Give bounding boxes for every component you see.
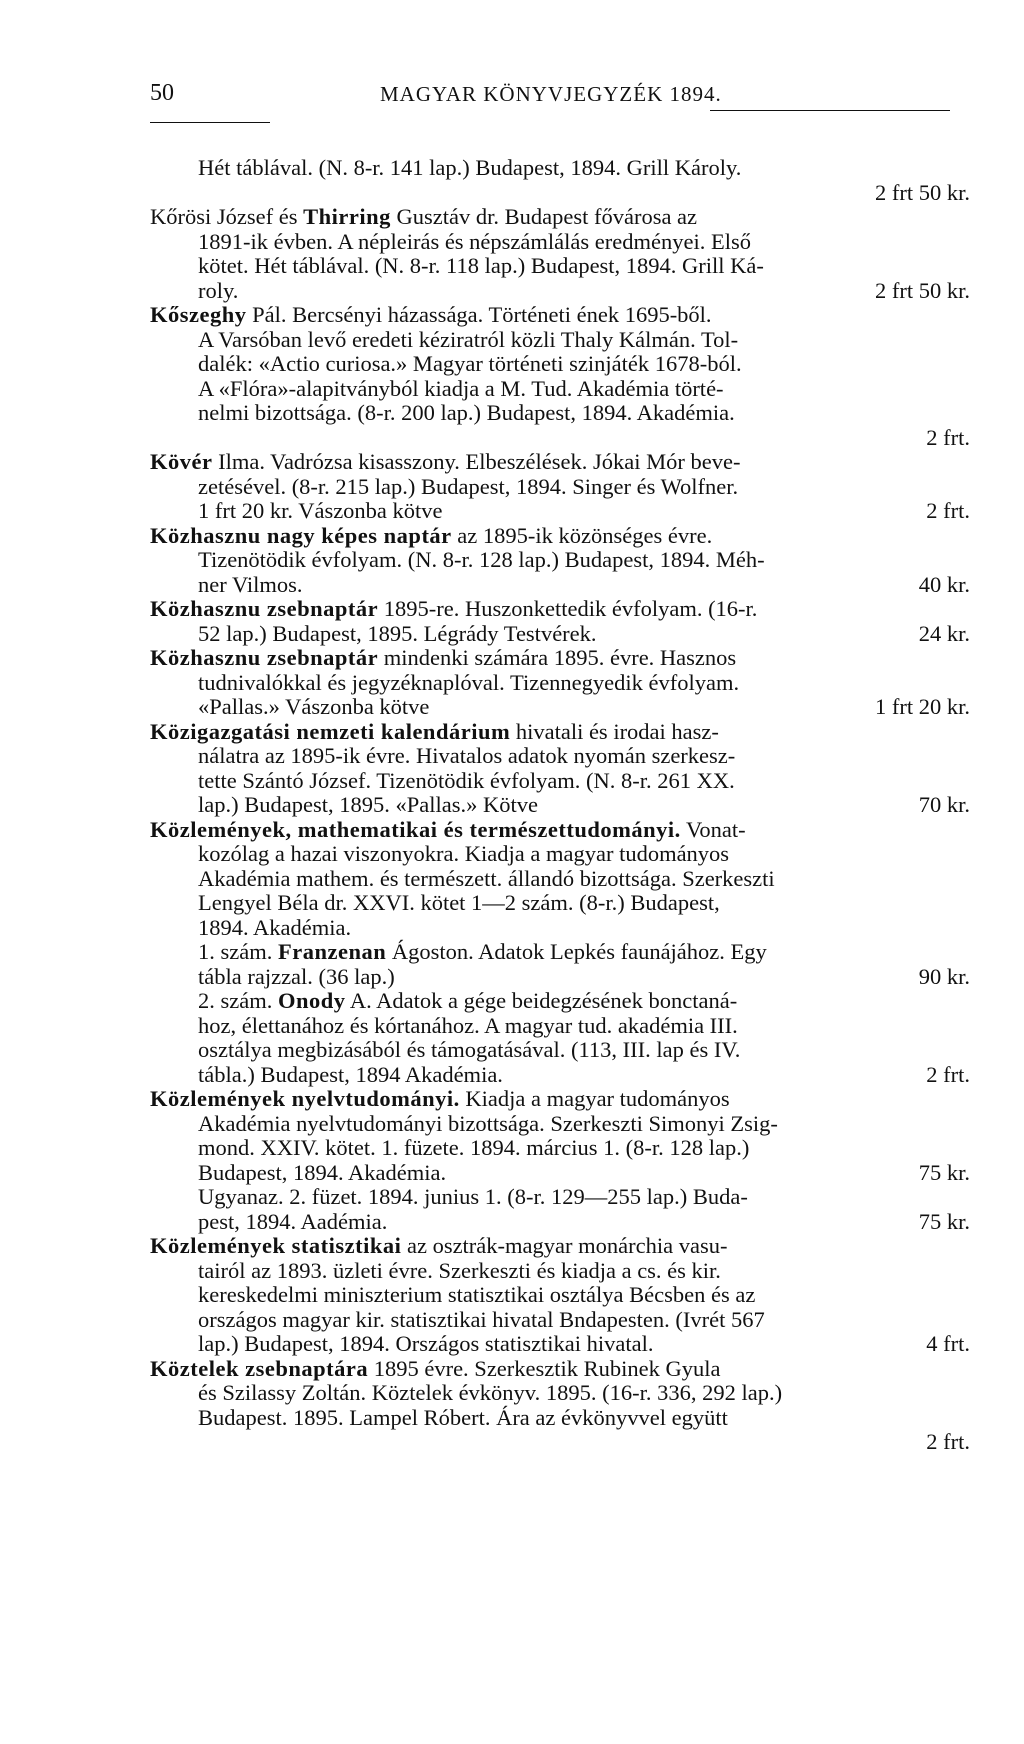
text-line xyxy=(150,744,970,769)
entry-text: tábla.) Budapest, 1894 Akadémia. xyxy=(198,1061,503,1087)
entry-text: 2. szám. xyxy=(198,988,278,1013)
entry-text: 1895 évre. Szerkesztik Rubinek Gyula xyxy=(368,1355,721,1381)
price: 2 frt 50 kr. xyxy=(875,179,970,205)
entry-text: tudnivalókkal és jegyzéknaplóval. Tizennegyedik évfolyam. xyxy=(198,669,740,695)
entry-text: 1891-ik évben. A népleirás és népszámlálás eredményei. Első xyxy=(198,228,751,254)
text-line xyxy=(150,622,970,647)
entry-heading: Köztelek zsebnaptára xyxy=(150,1355,369,1381)
text-line xyxy=(150,1014,970,1039)
price: 2 frt. xyxy=(926,424,970,450)
text-line xyxy=(150,475,970,500)
price: 90 kr. xyxy=(918,963,970,989)
text-line xyxy=(150,279,970,304)
entry-heading: Közigazgatási nemzeti kalendárium xyxy=(150,718,511,744)
entry-text: hivatali és irodai hasz- xyxy=(510,718,719,744)
text-line xyxy=(150,230,970,255)
entry-text: Akadémia mathem. és természett. állandó bizottsága. Szerkeszti xyxy=(198,865,775,891)
text-line xyxy=(150,867,970,892)
entry-text: zetésével. (8-r. 215 lap.) Budapest, 1894. Singer és Wolfner. xyxy=(198,473,739,499)
text-line xyxy=(150,181,970,206)
text-line xyxy=(150,1430,970,1455)
entry-heading: Közhasznu nagy képes naptár xyxy=(150,522,452,548)
entry-heading: Thirring xyxy=(303,204,391,229)
text-line xyxy=(150,1161,970,1186)
entry-text: 1894. Akadémia. xyxy=(198,914,352,940)
entry-text: hoz, élettanához és kórtanához. A magyar tud. akadémia III. xyxy=(198,1012,738,1038)
entry-text: Akadémia nyelvtudományi bizottsága. Szerkeszti Simonyi Zsig- xyxy=(198,1110,778,1136)
entry-heading: Közlemények statisztikai xyxy=(150,1233,402,1258)
text-line xyxy=(150,450,970,475)
text-line xyxy=(150,1283,970,1308)
entry-text: nálatra az 1895-ik évre. Hivatalos adatok nyomán szerkesz- xyxy=(198,743,736,768)
text-line xyxy=(150,401,970,426)
text-line xyxy=(150,916,970,941)
text-line xyxy=(150,891,970,916)
entry-heading: Onody xyxy=(277,988,346,1013)
text-line xyxy=(150,965,970,990)
entry-text: roly. xyxy=(198,277,239,303)
entry-text: 52 lap.) Budapest, 1895. Légrády Testvérek. xyxy=(198,620,597,646)
text-line xyxy=(150,818,970,843)
text-line xyxy=(150,695,970,720)
text-line xyxy=(150,548,970,573)
price: 24 kr. xyxy=(918,620,970,646)
price: 2 frt. xyxy=(926,1429,970,1454)
entry-heading: Közhasznu zsebnaptár xyxy=(150,596,379,621)
entry-text: «Pallas.» Vászonba kötve xyxy=(198,694,430,719)
text-line xyxy=(150,1259,970,1284)
entry-text: pest, 1894. Aadémia. xyxy=(198,1208,388,1234)
entry-text: tábla rajzzal. (36 lap.) xyxy=(198,963,395,989)
text-line xyxy=(150,1308,970,1333)
entry-text: mindenki számára 1895. évre. Hasznos xyxy=(378,645,737,670)
entry-heading: Kövér xyxy=(150,449,213,474)
entry-text: nelmi bizottsága. (8-r. 200 lap.) Budapest, 1894. Akadémia. xyxy=(198,400,735,425)
text-line xyxy=(150,303,970,328)
header-rule-right xyxy=(710,110,950,111)
text-line xyxy=(150,1185,970,1210)
entry-text: Kiadja a magyar tudományos xyxy=(459,1086,730,1111)
text-line xyxy=(150,205,970,230)
entry-text: és Szilassy Zoltán. Köztelek évkönyv. 1895. (16-r. 336, 292 lap.) xyxy=(198,1380,783,1405)
text-line xyxy=(150,940,970,965)
text-line xyxy=(150,426,970,451)
entry-text: az osztrák-magyar monárchia vasu- xyxy=(401,1233,728,1258)
entry-heading: Közlemények nyelvtudományi. xyxy=(150,1086,460,1111)
price: 1 frt 20 kr. xyxy=(875,694,970,719)
text-line xyxy=(150,646,970,671)
text-line xyxy=(150,499,970,524)
entry-text: tette Szántó József. Tizenötödik évfolyam. (N. 8-r. 261 XX. xyxy=(198,767,735,793)
entry-text: ner Vilmos. xyxy=(198,571,303,597)
entry-text: Budapest, 1894. Akadémia. xyxy=(198,1159,447,1185)
price: 4 frt. xyxy=(926,1331,970,1356)
text-line xyxy=(150,1381,970,1406)
entry-text: Vonat- xyxy=(680,816,746,842)
text-line xyxy=(150,793,970,818)
entry-text: Ágoston. Adatok Lepkés faunájához. Egy xyxy=(386,939,767,964)
text-line xyxy=(150,720,970,745)
price: 75 kr. xyxy=(918,1208,970,1234)
entry-text: 1 frt 20 kr. Vászonba kötve xyxy=(198,498,443,523)
entry-text: Budapest. 1895. Lampel Róbert. Ára az évkönyvvel együtt xyxy=(198,1404,728,1430)
entry-heading: Közhasznu zsebnaptár xyxy=(150,645,379,670)
entry-heading: Franzenan xyxy=(277,939,387,964)
entry-text: A Varsóban levő eredeti kéziratról közli Thaly Kálmán. Tol- xyxy=(198,326,739,352)
text-line xyxy=(150,573,970,598)
text-line xyxy=(150,989,970,1014)
text-line xyxy=(150,524,970,549)
entry-text: Tizenötödik évfolyam. (N. 8-r. 128 lap.) Budapest, 1894. Méh- xyxy=(198,547,765,572)
catalog-entries xyxy=(150,156,970,1455)
entry-text: Ilma. Vadrózsa kisasszony. Elbeszélések. Jókai Mór beve- xyxy=(212,449,741,474)
header-rule-left xyxy=(150,122,270,123)
text-line xyxy=(150,1406,970,1431)
entry-heading: Közlemények, mathematikai és természettudományi. xyxy=(150,816,681,842)
entry-text: tairól az 1893. üzleti évre. Szerkeszti és kiadja a cs. és kir. xyxy=(198,1257,721,1283)
price: 70 kr. xyxy=(918,792,970,817)
entry-text: 1. szám. xyxy=(198,939,278,964)
entry-text: 1895-re. Huszonkettedik évfolyam. (16-r. xyxy=(378,596,758,621)
entry-text: kozólag a hazai viszonyokra. Kiadja a magyar tudományos xyxy=(198,841,730,866)
entry-text: A «Flóra»-alapitványból kiadja a M. Tud. Akadémia törté- xyxy=(198,375,724,401)
entry-text: kötet. Hét táblával. (N. 8-r. 118 lap.) Budapest, 1894. Grill Ká- xyxy=(198,253,764,278)
price: 2 frt 50 kr. xyxy=(875,277,970,303)
text-line xyxy=(150,377,970,402)
entry-text: lap.) Budapest, 1895. «Pallas.» Kötve xyxy=(198,792,538,817)
entry-text: kereskedelmi miniszterium statisztikai osztálya Bécsben és az xyxy=(198,1282,756,1307)
text-line xyxy=(150,254,970,279)
text-line xyxy=(150,1332,970,1357)
text-line xyxy=(150,1038,970,1063)
text-line xyxy=(150,769,970,794)
entry-text: Gusztáv dr. Budapest fővárosa az xyxy=(390,204,698,229)
entry-text: Hét táblával. (N. 8-r. 141 lap.) Budapest, 1894. Grill Károly. xyxy=(198,155,742,180)
text-line xyxy=(150,1210,970,1235)
entry-text: Ugyanaz. 2. füzet. 1894. junius 1. (8-r. 129—255 lap.) Buda- xyxy=(198,1184,748,1209)
text-line xyxy=(150,328,970,353)
price: 2 frt. xyxy=(926,498,970,523)
page-header xyxy=(150,80,960,110)
entry-text: osztálya megbizásából és támogatásával. (113, III. lap és IV. xyxy=(198,1037,741,1062)
page-number: 50 xyxy=(150,80,174,106)
text-line xyxy=(150,1063,970,1088)
text-line xyxy=(150,1357,970,1382)
running-title: MAGYAR KÖNYVJEGYZÉK 1894. xyxy=(380,82,722,106)
text-line xyxy=(150,842,970,867)
entry-heading: Kőszeghy xyxy=(150,302,247,327)
entry-text: Pál. Bercsényi házassága. Történeti ének 1695-ből. xyxy=(246,302,712,327)
entry-text: Lengyel Béla dr. XXVI. kötet 1—2 szám. (8-r.) Budapest, xyxy=(198,890,720,915)
text-line xyxy=(150,1087,970,1112)
text-line xyxy=(150,1136,970,1161)
text-line xyxy=(150,352,970,377)
entry-text: országos magyar kir. statisztikai hivatal Bndapesten. (Ivrét 567 xyxy=(198,1306,765,1332)
entry-text: A. Adatok a gége beidegzésének bonctaná- xyxy=(345,988,738,1013)
text-line xyxy=(150,597,970,622)
text-line xyxy=(150,156,970,181)
entry-text: mond. XXIV. kötet. 1. füzete. 1894. március 1. (8-r. 128 lap.) xyxy=(198,1135,750,1160)
price: 75 kr. xyxy=(918,1159,970,1185)
text-line xyxy=(150,1112,970,1137)
entry-text: lap.) Budapest, 1894. Országos statisztikai hivatal. xyxy=(198,1331,654,1356)
text-line xyxy=(150,671,970,696)
text-line xyxy=(150,1234,970,1259)
entry-text: Kőrösi József és xyxy=(150,204,304,229)
price: 40 kr. xyxy=(918,571,970,597)
entry-text: dalék: «Actio curiosa.» Magyar történeti szinjáték 1678-ból. xyxy=(198,351,742,376)
price: 2 frt. xyxy=(926,1061,970,1087)
entry-text: az 1895-ik közönséges évre. xyxy=(451,522,713,548)
